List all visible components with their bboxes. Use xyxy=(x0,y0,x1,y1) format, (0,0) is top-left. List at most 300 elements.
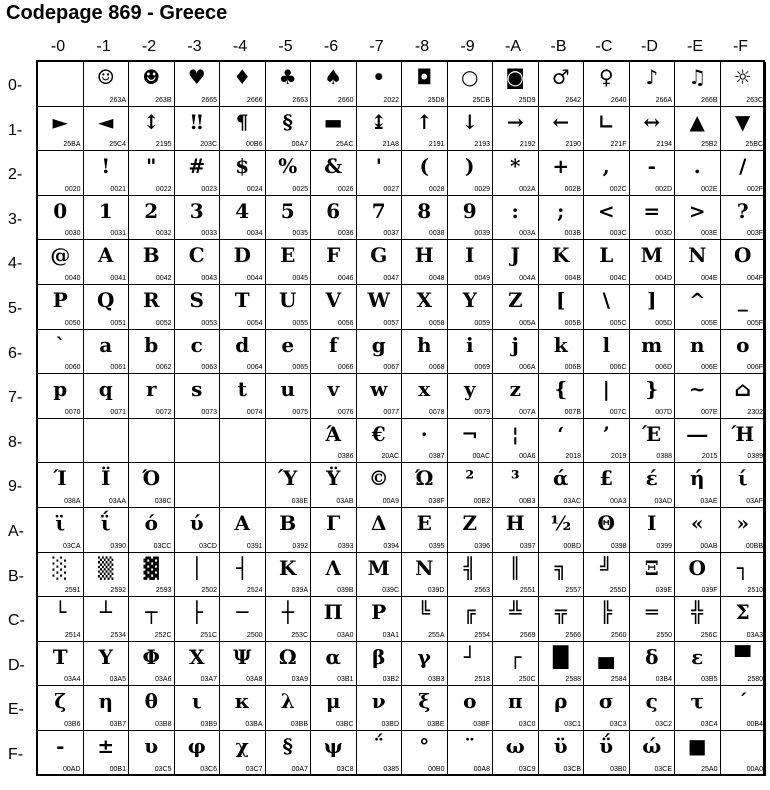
char-cell xyxy=(448,151,494,196)
char-glyph: v xyxy=(327,377,340,402)
char-code: 03CC xyxy=(153,542,172,550)
char-cell xyxy=(448,731,494,776)
char-cell xyxy=(311,285,357,330)
char-code: 0041 xyxy=(110,274,126,282)
char-glyph: ο xyxy=(463,689,477,714)
char-glyph: ► xyxy=(52,109,68,134)
char-cell xyxy=(539,374,585,419)
char-cell xyxy=(721,553,767,598)
char-code: 0397 xyxy=(519,542,536,550)
char-code: 0021 xyxy=(110,185,126,193)
char-cell xyxy=(357,285,403,330)
char-code: 03C1 xyxy=(564,720,581,728)
char-cell xyxy=(220,731,266,776)
char-cell xyxy=(630,107,676,152)
char-glyph: ┤ xyxy=(236,555,249,580)
char-code: 006F xyxy=(747,364,763,372)
char-cell xyxy=(493,642,539,687)
char-code: 004E xyxy=(701,274,718,282)
char-glyph: λ xyxy=(280,689,295,714)
char-glyph: > xyxy=(688,198,706,223)
char-glyph: ╬ xyxy=(691,600,704,625)
char-code: 21A8 xyxy=(382,141,399,149)
char-glyph: κ xyxy=(234,689,250,714)
char-glyph: Θ xyxy=(597,511,615,535)
char-code: 0031 xyxy=(110,230,126,238)
char-code: 03C5 xyxy=(154,765,172,773)
char-cell xyxy=(175,62,221,107)
char-code: 03AB xyxy=(336,497,354,505)
char-code: 2022 xyxy=(383,96,399,104)
char-glyph: ‼ xyxy=(190,109,204,134)
char-code: 03CA xyxy=(62,542,81,550)
char-code: 0036 xyxy=(337,230,354,238)
char-code: 0049 xyxy=(474,274,490,282)
char-glyph: U xyxy=(279,288,297,312)
char-glyph: Y xyxy=(462,288,477,312)
column-header: -4 xyxy=(232,38,248,55)
row-header: D- xyxy=(8,656,25,674)
char-code: 253C xyxy=(291,631,308,639)
char-code: 03C4 xyxy=(700,720,718,728)
column-headers xyxy=(36,38,770,58)
char-cell xyxy=(175,240,221,285)
char-cell xyxy=(129,731,175,776)
char-code: 03B4 xyxy=(655,676,672,684)
char-glyph: • xyxy=(372,65,386,89)
char-code: 2665 xyxy=(201,96,217,104)
char-glyph: ◙ xyxy=(505,65,525,89)
char-code: 03C7 xyxy=(245,765,263,773)
char-cell xyxy=(357,642,403,687)
char-glyph: Ή xyxy=(731,421,754,446)
char-code: 003B xyxy=(564,230,581,238)
char-cell xyxy=(448,240,494,285)
row-header: A- xyxy=(8,523,24,540)
char-code: 03A1 xyxy=(382,631,399,639)
char-cell xyxy=(220,597,266,642)
char-glyph: Z xyxy=(507,288,523,312)
char-glyph: # xyxy=(188,154,206,179)
column-header: -B xyxy=(550,38,567,55)
char-code: 0070 xyxy=(64,408,81,416)
char-cell xyxy=(129,508,175,553)
char-cell xyxy=(539,151,585,196)
char-cell xyxy=(402,597,448,642)
char-cell xyxy=(584,330,630,375)
char-glyph: ΅ xyxy=(373,734,384,758)
char-glyph: J xyxy=(510,243,520,268)
char-cell xyxy=(448,374,494,419)
char-cell xyxy=(675,196,721,241)
char-cell xyxy=(129,419,175,464)
char-cell xyxy=(266,107,312,152)
char-glyph: ♫ xyxy=(688,65,707,89)
char-code: 002F xyxy=(747,185,763,193)
char-code: 0067 xyxy=(383,364,399,372)
char-cell xyxy=(38,62,84,107)
char-cell xyxy=(539,285,585,330)
char-code: 0051 xyxy=(110,319,126,327)
char-code: 03BF xyxy=(473,720,490,728)
char-code: 25D8 xyxy=(427,96,445,104)
char-code: 006C xyxy=(609,364,627,372)
char-cell xyxy=(493,285,539,330)
row-header: C- xyxy=(8,612,25,630)
char-glyph: ΐ xyxy=(100,511,111,535)
char-cell xyxy=(175,330,221,375)
char-code: 03A7 xyxy=(200,676,217,684)
char-glyph: ~ xyxy=(688,377,706,402)
char-cell xyxy=(84,151,130,196)
char-glyph: 8 xyxy=(417,198,432,223)
char-cell xyxy=(630,686,676,731)
char-code: 0064 xyxy=(246,364,263,372)
char-cell xyxy=(584,62,630,107)
char-glyph: └ xyxy=(54,600,67,625)
char-cell xyxy=(220,285,266,330)
char-cell xyxy=(175,419,221,464)
char-glyph: υ xyxy=(144,734,159,758)
char-glyph: Ί xyxy=(53,466,67,491)
char-glyph: Κ xyxy=(279,555,297,580)
char-code: 03A5 xyxy=(109,676,126,684)
char-glyph: d xyxy=(235,332,250,357)
char-glyph: Δ xyxy=(370,511,387,535)
char-glyph: ╚ xyxy=(418,600,431,625)
char-glyph: ’ xyxy=(602,421,610,446)
char-code: 0395 xyxy=(428,542,445,550)
char-cell xyxy=(584,686,630,731)
char-code: 2588 xyxy=(565,676,581,684)
char-cell xyxy=(84,553,130,598)
char-glyph: ↓ xyxy=(461,109,479,134)
char-glyph: ┼ xyxy=(281,600,294,625)
char-code: 00A8 xyxy=(473,765,490,773)
char-code: 2592 xyxy=(110,587,126,595)
char-glyph: ╔ xyxy=(463,600,476,625)
char-cell xyxy=(175,508,221,553)
char-glyph: Σ xyxy=(735,600,750,625)
char-cell xyxy=(175,553,221,598)
row-header: 8- xyxy=(8,433,23,451)
char-cell xyxy=(493,597,539,642)
char-glyph: c xyxy=(190,332,203,357)
char-code: 2554 xyxy=(474,631,490,639)
char-glyph: X xyxy=(416,288,433,312)
char-cell xyxy=(402,508,448,553)
char-glyph: I xyxy=(465,243,475,268)
char-glyph: Ά xyxy=(325,421,342,446)
char-cell xyxy=(266,597,312,642)
char-code: 2569 xyxy=(519,631,536,639)
char-cell xyxy=(311,107,357,152)
char-glyph: o xyxy=(736,332,750,357)
char-glyph: b xyxy=(144,332,159,357)
char-code: 005D xyxy=(655,319,672,327)
char-cell xyxy=(220,62,266,107)
char-glyph: Μ xyxy=(367,555,390,580)
char-glyph: Γ xyxy=(326,511,341,535)
char-glyph: } xyxy=(645,377,659,402)
char-code: 00BB xyxy=(745,542,763,550)
char-code: 0029 xyxy=(474,185,490,193)
char-cell xyxy=(675,642,721,687)
char-glyph: ι xyxy=(191,689,202,714)
char-glyph: ▲ xyxy=(689,109,705,134)
char-code: 00AB xyxy=(700,542,718,550)
char-code: 003E xyxy=(701,230,718,238)
char-cell xyxy=(129,151,175,196)
char-cell xyxy=(721,285,767,330)
char-code: 03B1 xyxy=(337,676,354,684)
char-cell xyxy=(311,686,357,731)
char-glyph: ░ xyxy=(52,555,68,580)
char-code: 25BA xyxy=(63,141,81,149)
char-code: 263C xyxy=(746,96,763,104)
char-code: 004A xyxy=(519,274,536,282)
char-cell xyxy=(84,196,130,241)
char-glyph: ○ xyxy=(461,65,479,89)
char-glyph: ╝ xyxy=(600,555,613,580)
char-cell xyxy=(539,330,585,375)
char-glyph: ↔ xyxy=(643,109,661,134)
char-glyph: ! xyxy=(101,154,111,179)
column-header: -E xyxy=(687,38,703,55)
char-code: 03A3 xyxy=(746,631,763,639)
char-glyph: m xyxy=(641,332,663,357)
char-glyph: ═ xyxy=(645,600,658,625)
char-glyph: " xyxy=(146,154,157,179)
char-glyph: ε xyxy=(691,644,704,669)
char-code: 0056 xyxy=(337,319,354,327)
char-code: 038C xyxy=(154,497,172,505)
char-code: 03AE xyxy=(700,497,718,505)
char-cell xyxy=(402,419,448,464)
char-cell xyxy=(266,374,312,419)
char-code: 03C8 xyxy=(336,765,354,773)
char-glyph: ┬ xyxy=(145,600,158,625)
char-code: 03AC xyxy=(563,497,581,505)
char-code: 25AC xyxy=(335,141,354,149)
char-code: 00B2 xyxy=(473,497,490,505)
char-cell xyxy=(539,240,585,285)
char-glyph: G xyxy=(370,243,388,268)
char-glyph: l xyxy=(602,332,611,357)
column-header: -F xyxy=(732,38,749,55)
char-code: 0030 xyxy=(64,230,81,238)
char-glyph: u xyxy=(280,377,296,402)
char-code: 2550 xyxy=(656,631,672,639)
char-cell xyxy=(584,151,630,196)
char-cell xyxy=(84,62,130,107)
char-cell xyxy=(175,686,221,731)
column-header: -6 xyxy=(323,38,339,55)
char-cell xyxy=(402,285,448,330)
char-code: 0075 xyxy=(292,408,308,416)
char-glyph: ° xyxy=(419,734,430,758)
char-code: 0045 xyxy=(292,274,308,282)
char-glyph: { xyxy=(554,377,568,402)
char-glyph: Ψ xyxy=(233,644,252,669)
char-cell xyxy=(448,419,494,464)
char-code: 2534 xyxy=(110,631,126,639)
char-glyph: ║ xyxy=(509,555,522,580)
char-glyph: ¦ xyxy=(511,421,519,446)
char-cell xyxy=(721,196,767,241)
char-cell xyxy=(84,597,130,642)
char-code: 0060 xyxy=(64,364,81,372)
char-cell xyxy=(84,686,130,731)
column-header: -1 xyxy=(96,38,111,55)
char-code: 2191 xyxy=(428,141,445,149)
char-code: 0033 xyxy=(201,230,217,238)
char-glyph: ♪ xyxy=(645,65,659,89)
char-code: 03BC xyxy=(335,720,354,728)
char-cell xyxy=(84,330,130,375)
char-glyph: ↨ xyxy=(370,109,388,134)
char-glyph: Ε xyxy=(416,511,432,535)
char-glyph: A xyxy=(97,243,114,268)
char-glyph: ♠ xyxy=(324,65,343,89)
char-glyph: ρ xyxy=(554,689,568,714)
char-code: 0393 xyxy=(337,542,354,550)
char-code: 0074 xyxy=(246,408,263,416)
char-glyph: € xyxy=(371,421,386,446)
char-cell xyxy=(493,151,539,196)
char-code: 0396 xyxy=(474,542,490,550)
char-glyph: V xyxy=(325,288,342,312)
char-glyph: │ xyxy=(190,555,203,580)
char-cell xyxy=(311,330,357,375)
char-glyph: ┴ xyxy=(99,600,112,625)
char-code: 263B xyxy=(155,96,172,104)
char-code: 263A xyxy=(109,96,126,104)
char-code: 00A0 xyxy=(746,765,763,773)
char-code: 039F xyxy=(701,587,718,595)
char-glyph: 0 xyxy=(53,198,68,223)
char-cell xyxy=(675,597,721,642)
char-code: 03B7 xyxy=(109,720,126,728)
char-cell xyxy=(220,508,266,553)
char-code: 0058 xyxy=(428,319,445,327)
char-code: 0053 xyxy=(201,319,217,327)
char-cell xyxy=(311,419,357,464)
char-glyph: θ xyxy=(144,689,158,714)
char-code: 00B3 xyxy=(519,497,536,505)
char-code: 03C2 xyxy=(655,720,672,728)
char-code: 003F xyxy=(747,230,763,238)
char-glyph: ╣ xyxy=(463,555,476,580)
char-code: 0061 xyxy=(110,364,126,372)
char-cell xyxy=(539,553,585,598)
char-cell xyxy=(357,240,403,285)
char-glyph: ┌ xyxy=(509,644,522,669)
char-glyph: W xyxy=(367,288,390,312)
char-cell xyxy=(675,285,721,330)
char-cell xyxy=(630,597,676,642)
char-code: 266A xyxy=(655,96,672,104)
char-code: 003A xyxy=(519,230,536,238)
char-cell xyxy=(630,508,676,553)
char-cell xyxy=(129,463,175,508)
char-cell xyxy=(38,508,84,553)
char-cell xyxy=(584,597,630,642)
char-code: 0052 xyxy=(155,319,172,327)
char-glyph: q xyxy=(98,377,113,402)
char-glyph: ' xyxy=(375,154,382,179)
char-code: 0025 xyxy=(292,185,308,193)
char-glyph: \ xyxy=(602,288,610,312)
char-code: 0392 xyxy=(292,542,308,550)
char-glyph: ─ xyxy=(236,600,249,625)
char-code: 03C0 xyxy=(518,720,536,728)
char-code: 03A9 xyxy=(291,676,308,684)
char-code: 2557 xyxy=(565,587,581,595)
char-glyph: x xyxy=(418,377,431,402)
char-glyph: _ xyxy=(737,288,748,312)
char-glyph: p xyxy=(53,377,68,402)
char-glyph: Π xyxy=(323,600,343,625)
char-cell xyxy=(266,62,312,107)
char-glyph: % xyxy=(278,154,298,179)
char-glyph: έ xyxy=(645,466,658,491)
char-cell xyxy=(493,240,539,285)
char-cell xyxy=(402,731,448,776)
char-glyph: & xyxy=(324,154,343,179)
char-code: 2510 xyxy=(747,587,763,595)
char-cell xyxy=(448,62,494,107)
char-cell xyxy=(266,463,312,508)
char-cell xyxy=(84,642,130,687)
char-code: 03AA xyxy=(108,497,126,505)
char-cell xyxy=(220,553,266,598)
char-cell xyxy=(584,642,630,687)
char-cell xyxy=(129,597,175,642)
char-cell xyxy=(584,731,630,776)
char-cell xyxy=(402,196,448,241)
char-code: 03B8 xyxy=(155,720,172,728)
char-cell xyxy=(357,597,403,642)
char-cell xyxy=(266,196,312,241)
char-code: 0066 xyxy=(337,364,354,372)
char-glyph: ♣ xyxy=(278,65,297,89)
char-cell xyxy=(38,553,84,598)
char-cell xyxy=(357,686,403,731)
char-glyph: ) xyxy=(465,154,475,179)
char-cell xyxy=(584,508,630,553)
char-cell xyxy=(448,196,494,241)
char-cell xyxy=(675,374,721,419)
char-glyph: 5 xyxy=(280,198,295,223)
char-cell xyxy=(402,107,448,152)
char-cell xyxy=(675,330,721,375)
char-glyph: Ζ xyxy=(462,511,478,535)
char-glyph: z xyxy=(509,377,521,402)
char-code: 0023 xyxy=(201,185,217,193)
char-code: 25C4 xyxy=(109,141,126,149)
char-cell xyxy=(84,240,130,285)
char-cell xyxy=(311,62,357,107)
char-code: 005B xyxy=(564,319,581,327)
char-cell xyxy=(357,374,403,419)
char-code: 039C xyxy=(382,587,399,595)
char-cell xyxy=(84,731,130,776)
char-cell xyxy=(721,508,767,553)
char-code: 0048 xyxy=(428,274,445,282)
char-cell xyxy=(630,731,676,776)
char-glyph: Ν xyxy=(415,555,434,580)
